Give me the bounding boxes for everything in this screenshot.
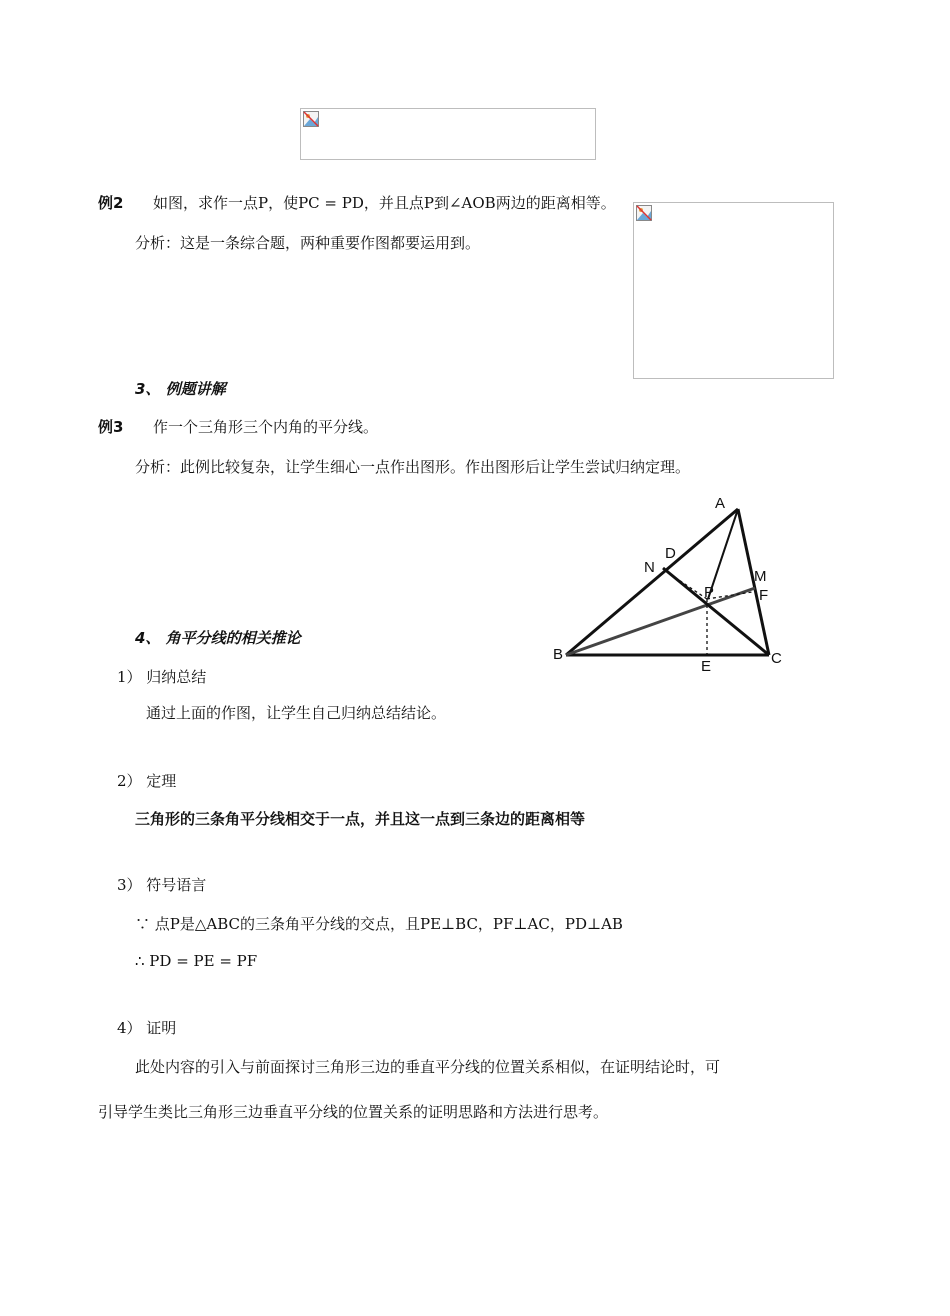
proof-line-1: 此处内容的引入与前面探讨三角形三边的垂直平分线的位置关系相似，在证明结论时，可 (135, 1058, 721, 1076)
item1-title: 1） 归纳总结 (117, 668, 207, 686)
label-b: B (553, 646, 564, 663)
label-e: E (701, 658, 712, 675)
label-p: P (704, 584, 715, 601)
triangle-bisector-figure (545, 488, 795, 678)
item1-text: 通过上面的作图，让学生自己归纳总结结论。 (146, 704, 447, 722)
example2-analysis: 分析：这是一条综合题，两种重要作图都要运用到。 (135, 234, 481, 252)
example3-text: 作一个三角形三个内角的平分线。 (153, 418, 379, 436)
proof-line-2: 引导学生类比三角形三边垂直平分线的位置关系的证明思路和方法进行思考。 (98, 1103, 609, 1121)
broken-image-icon (303, 111, 319, 127)
example3-label: 例3 (98, 418, 124, 436)
label-c: C (771, 650, 782, 667)
label-n: N (644, 559, 655, 576)
example2-label: 例2 (98, 194, 124, 212)
label-a: A (715, 495, 726, 512)
side-ab (566, 509, 738, 655)
section3-title: 3、 例题讲解 (135, 380, 226, 398)
broken-image-right (633, 202, 834, 379)
label-d: D (665, 545, 676, 562)
theorem-text: 三角形的三条角平分线相交于一点，并且这一点到三条边的距离相等 (135, 810, 586, 828)
section4-title: 4、 角平分线的相关推论 (135, 629, 301, 647)
item4-title: 4） 证明 (117, 1019, 177, 1037)
broken-image-icon (636, 205, 652, 221)
item3-title: 3） 符号语言 (117, 876, 207, 894)
therefore-line: ∴ PD = PE = PF (135, 952, 258, 970)
label-f: F (759, 587, 769, 604)
broken-image-top (300, 108, 596, 160)
item2-title: 2） 定理 (117, 772, 177, 790)
because-line: ∵ 点P是△ABC的三条角平分线的交点，且PE⊥BC，PF⊥AC，PD⊥AB (135, 915, 623, 933)
label-m: M (754, 568, 767, 585)
example3-analysis: 分析：此例比较复杂，让学生细心一点作出图形。作出图形后让学生尝试归纳定理。 (135, 458, 691, 476)
example2-text: 如图，求作一点P，使PC = PD，并且点P到∠AOB两边的距离相等。 (153, 194, 616, 212)
